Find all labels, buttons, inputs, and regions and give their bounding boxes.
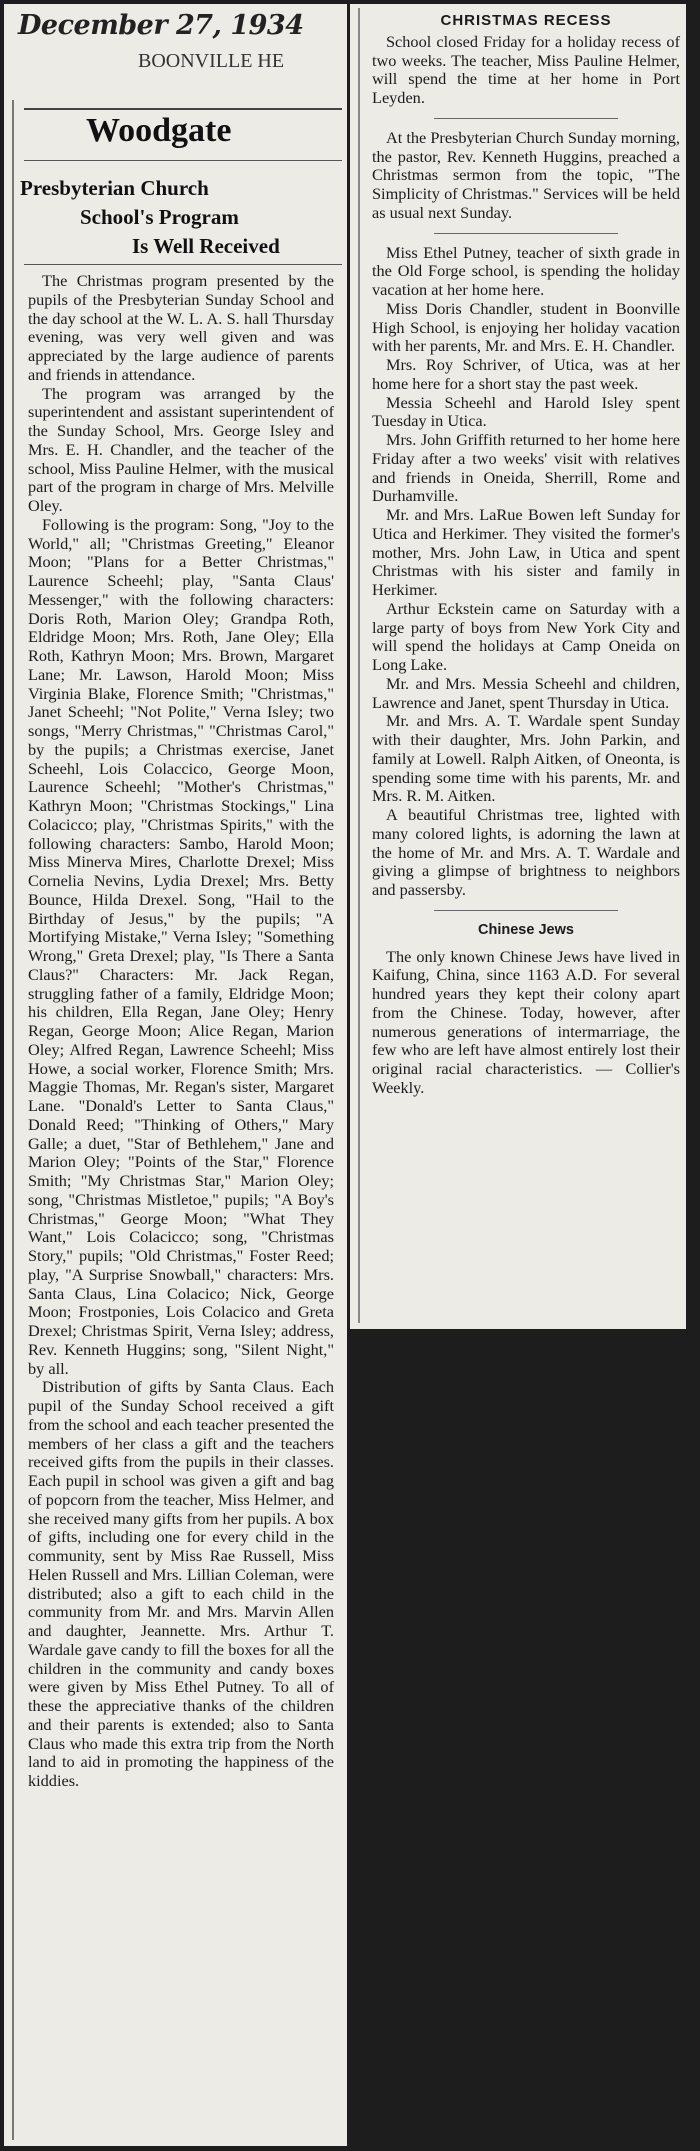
- article-paragraph: Following is the program: Song, "Joy to the World," all; "Christmas Greeting," Eleanor Moon; "Plans for a Better Christmas," Laurence Scheehl; play, "Santa Claus' Messenger," with the following characters: Doris Roth, Marion Oley; Grandpa Roth, Eldridge Moon; Mrs. Roth, Jane Oley; Ella Roth, Kathryn Moon; Mrs. Brown, Margaret Lane; Mr. Lawson, Harold Moon; Miss Virginia Blake, Florence Smith; "Christmas," Janet Scheehl; "Not Polite," Verna Isley; two songs, "Merry Christmas," "Christmas Carol," by the pupils; a Christmas exercise, Janet Scheehl, Lois Colaccico, George Moon, Laurence Scheehl; "Mother's Christmas," Kathryn Moon; "Christmas Stockings," Lina Colacicco; play, "Christmas Spirits," with the following characters: Sambo, Harold Moon; Miss Minerva Mires, Charlotte Drexel; Miss Cornelia Nevins, Lydia Drexel; Mrs. Betty Bounce, Hilda Drexel. Song, "Hail to the Birthday of Jesus," by the pupils; "A Mortifying Mistake," Verna Isley; "Something Wrong," Greta Drexel; play, "Is There a Santa Claus?" Characters: Mr. Jack Regan, struggling father of a family, Eldridge Moon; his children, Ella Regan, Jane Oley; Henry Regan, George Moon; Alice Regan, Marion Oley; Alfred Regan, Lawrence Scheehl; Miss Howe, a social worker, Florence Smith; Mrs. Maggie Thomas, Mr. Regan's sister, Margaret Lane. "Donald's Letter to Santa Claus," Donald Reed; "Thinking of Others," Mary Galle; a duet, "Star of Bethlehem," Jane and Marion Oley; "Points of the Star," Florence Smith; "My Christmas Star," Marion Oley; song, "Christmas Mistletoe," pupils; "A Boy's Christmas," George Moon; "What They Want," Lois Colacicco; song, "Christmas Story," pupils; "Old Christmas," Foster Reed; play, "A Surprise Snowball," characters: Mrs. Santa Claus, Lina Colacico; Nick, George Moon; Frostponies, Lois Colacico and Greta Drexel; Christmas Spirit, Verna Isley; address, Rev. Kenneth Huggins; song, "Silent Night," by all.: [28, 514, 334, 1378]
- news-paragraph: Mr. and Mrs. A. T. Wardale spent Sunday with their daughter, Mrs. John Parkin, and family at Lowell. Ralph Aitken, of Oneonta, is spending some time with his parents, Mr. and Mrs. R. M. Aitken.: [372, 711, 680, 806]
- jews-heading: Chinese Jews: [478, 921, 574, 938]
- newspaper-masthead: BOONVILLE HE: [138, 50, 285, 72]
- news-paragraph: Mrs. John Griffith returned to her home here Friday after a two weeks' visit with relatives and friends in Oneida, Sherrill, Rome and Durhamville.: [372, 430, 680, 506]
- left-column-rule: [12, 100, 14, 2140]
- news-paragraph: Mr. and Mrs. LaRue Bowen left Sunday for Utica and Herkimer. They visited the former's mother, Mrs. John Law, in Utica and spent Christmas with his sister and family in Herkimer.: [372, 505, 680, 599]
- news-paragraph: Miss Ethel Putney, teacher of sixth grade in the Old Forge school, is spending the holiday vacation at her home here.: [372, 242, 680, 299]
- section-rule-top: [24, 108, 342, 110]
- news-paragraph: A beautiful Christmas tree, lighted with many colored lights, is adorning the lawn at the home of Mr. and Mrs. A. T. Wardale and giving a glimpse of brightness to neighbors and passersby.: [372, 805, 680, 899]
- headline-line-1: Presbyterian Church: [20, 176, 209, 200]
- recess-heading: CHRISTMAS RECESS: [440, 12, 612, 29]
- headline-line-2: School's Program: [80, 205, 239, 229]
- headline-line-3: Is Well Received: [132, 234, 280, 258]
- article-paragraph: Distribution of gifts by Santa Claus. Each pupil of the Sunday School received a gift from the school and each teacher presented the members of her class a gift and the teachers received gifts from the pupils in their classes. Each pupil in school was given a gift and bag of popcorn from the teacher, Miss Helmer, and she received many gifts from her pupils. A box of gifts, including one for every child in the community, sent by Miss Rae Russell, Miss Helen Russell and Mrs. Lillian Coleman, were distributed; also a gift to each child in the community from Mr. and Mrs. Marvin Allen and daughter, Jeannette. Mrs. Arthur T. Wardale gave candy to fill the boxes for all the children in the community and candy boxes were given by Miss Ethel Putney. To all of these the appreciative thanks of the children and their parents is extended; also to Santa Claus who made this extra trip from the North land to aid in promoting the happiness of the kiddies.: [28, 1377, 334, 1790]
- news-paragraph: At the Presbyterian Church Sunday morning, the pastor, Rev. Kenneth Huggins, preached a Christmas sermon from the topic, "The Simplicity of Christmas." Services will be held as usual next Sunday.: [372, 127, 680, 222]
- article-paragraph: The program was arranged by the superintendent and assistant superintendent of the Sunday School, Mrs. George Isley and Mrs. E. H. Chandler, and the teacher of the school, Miss Pauline Helmer, with the musical part of the program in charge of Mrs. Melville Oley.: [28, 383, 334, 515]
- separator-rule: [434, 118, 619, 119]
- news-paragraph: Messia Scheehl and Harold Isley spent Tuesday in Utica.: [372, 392, 680, 431]
- news-paragraph: Miss Doris Chandler, student in Boonville High School, is enjoying her holiday vacation with her parents, Mr. and Mrs. E. H. Chandler.: [372, 298, 680, 356]
- section-title: Woodgate: [86, 112, 232, 149]
- headline-rule: [24, 264, 342, 265]
- news-paragraph: Mr. and Mrs. Messia Scheehl and children, Lawrence and Janet, spent Thursday in Utica.: [372, 673, 680, 712]
- separator-rule: [434, 233, 619, 234]
- right-article-body: [372, 12, 680, 1098]
- recess-paragraph: School closed Friday for a holiday recess of two weeks. The teacher, Miss Pauline Helmer, will spend the time at her home in Port Leyden.: [372, 31, 680, 107]
- left-article-body: [28, 272, 334, 1791]
- right-column-rule: [358, 8, 360, 1323]
- article-paragraph: The Christmas program presented by the pupils of the Presbyterian Sunday School and the day school at the W. L. A. S. hall Thursday evening, was very well given and was appreciated by the large audience of parents and friends in attendance.: [28, 271, 334, 384]
- section-rule-bottom: [24, 160, 342, 161]
- news-paragraph: Arthur Eckstein came on Saturday with a large party of boys from New York City and will spend the holidays at Camp Oneida on Long Lake.: [372, 598, 680, 674]
- handwritten-date: December 27, 1934: [18, 10, 304, 41]
- jews-paragraph: The only known Chinese Jews have lived in Kaifung, China, since 1163 A.D. For several hundred years they kept their colony apart from the Chinese. Today, however, after numerous generations of intermarriage, the few who are left have almost entirely lost their original racial characteristics. — Collier's Weekly.: [372, 946, 680, 1097]
- separator-rule: [434, 910, 619, 911]
- news-paragraph: Mrs. Roy Schriver, of Utica, was at her home here for a short stay the past week.: [372, 355, 680, 393]
